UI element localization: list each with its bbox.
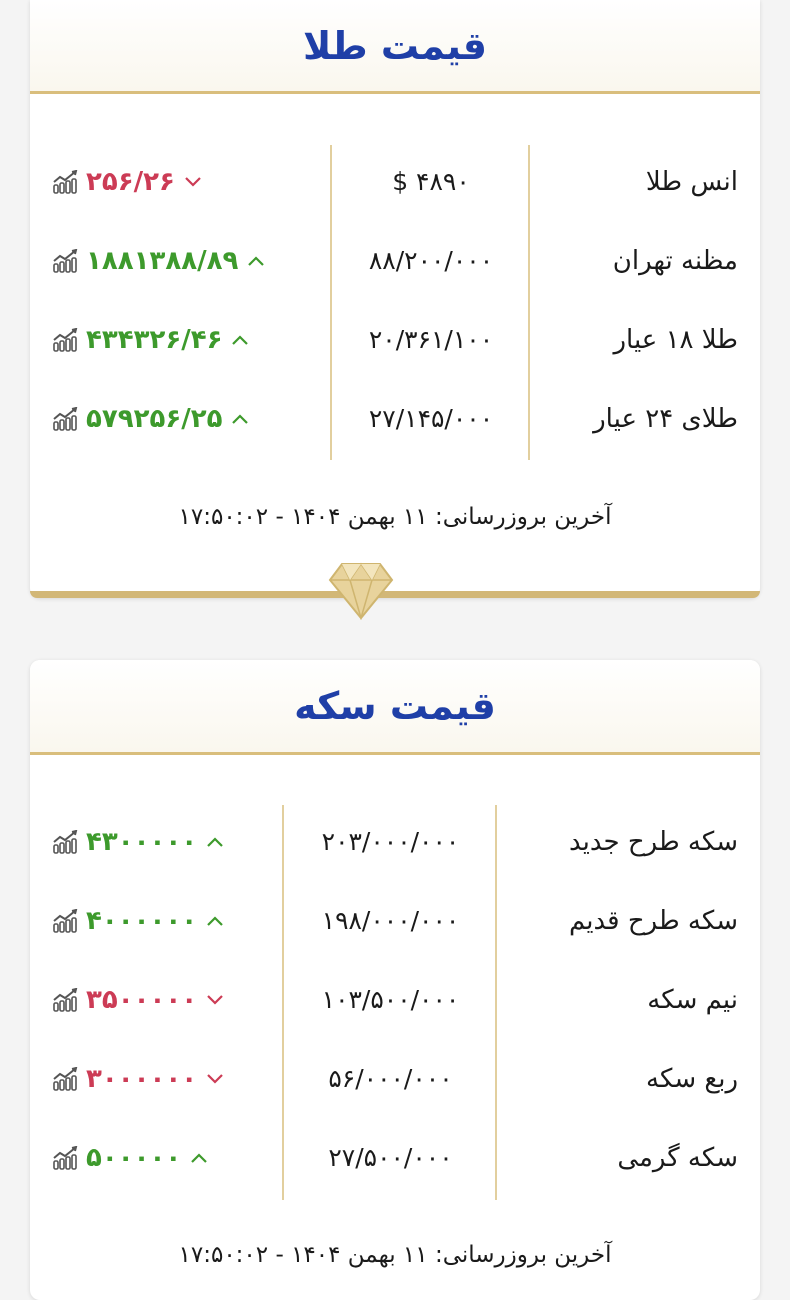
bar-chart-icon[interactable] xyxy=(52,249,78,273)
diamond-icon xyxy=(328,560,394,620)
chevron-up-icon xyxy=(230,333,250,347)
card-bottom-bar xyxy=(30,591,760,598)
item-name: مظنه تهران xyxy=(612,246,738,276)
price-change xyxy=(52,1054,225,1104)
gold-row[interactable] xyxy=(30,315,760,365)
item-name: نیم سکه xyxy=(647,985,738,1015)
item-price: ۵۶/۰۰۰/۰۰۰ xyxy=(328,1064,453,1093)
item-name: سکه گرمی xyxy=(617,1143,738,1173)
price-change xyxy=(52,975,225,1025)
price-change xyxy=(52,896,225,946)
chevron-up-icon xyxy=(246,254,266,268)
coin-card-header xyxy=(30,660,760,755)
coin-price-card xyxy=(30,660,760,1300)
bar-chart-icon[interactable] xyxy=(52,988,78,1012)
price-change xyxy=(52,394,250,444)
chevron-up-icon xyxy=(205,914,225,928)
item-name: طلای ۲۴ عیار xyxy=(593,404,738,434)
bar-chart-icon[interactable] xyxy=(52,1146,78,1170)
change-value: ۱۸۸۱۳۸۸/۸۹ xyxy=(86,246,239,276)
item-price: ۲۰۳/۰۰۰/۰۰۰ xyxy=(321,827,460,856)
change-value: ۴۰۰۰۰۰۰ xyxy=(86,906,198,936)
chevron-down-icon xyxy=(183,175,203,189)
price-change xyxy=(52,1133,209,1183)
item-price: ۸۸/۲۰۰/۰۰۰ xyxy=(368,246,494,275)
price-change xyxy=(52,817,225,867)
change-value: ۴۳۴۳۲۶/۴۶ xyxy=(86,325,223,355)
item-price: ۱۹۸/۰۰۰/۰۰۰ xyxy=(321,906,460,935)
last-updated-text: آخرین بروزرسانی: ۱۱ بهمن ۱۴۰۴ - ۱۷:۵۰:۰۲ xyxy=(178,1242,612,1268)
change-value: ۵۷۹۲۵۶/۲۵ xyxy=(86,404,223,434)
bar-chart-icon[interactable] xyxy=(52,407,78,431)
coin-row[interactable] xyxy=(30,975,760,1025)
change-value: ۳۵۰۰۰۰۰ xyxy=(86,985,198,1015)
gold-row[interactable] xyxy=(30,236,760,286)
change-value: ۳۰۰۰۰۰۰ xyxy=(86,1064,198,1094)
coin-card-title: قیمت سکه xyxy=(294,684,496,728)
bar-chart-icon[interactable] xyxy=(52,1067,78,1091)
change-value: ۴۳۰۰۰۰۰ xyxy=(86,827,198,857)
chevron-down-icon xyxy=(205,993,225,1007)
change-value: ۲۵۶/۲۶ xyxy=(86,167,175,197)
last-updated-text: آخرین بروزرسانی: ۱۱ بهمن ۱۴۰۴ - ۱۷:۵۰:۰۲ xyxy=(178,504,612,530)
chevron-up-icon xyxy=(205,835,225,849)
coin-row[interactable] xyxy=(30,817,760,867)
item-price: ۲۷/۵۰۰/۰۰۰ xyxy=(328,1143,453,1172)
bar-chart-icon[interactable] xyxy=(52,170,78,194)
bar-chart-icon[interactable] xyxy=(52,830,78,854)
item-price: ۲۷/۱۴۵/۰۰۰ xyxy=(368,404,494,433)
item-name: ربع سکه xyxy=(646,1064,738,1094)
item-name: سکه طرح قدیم xyxy=(568,906,738,936)
gold-row[interactable] xyxy=(30,394,760,444)
item-name: انس طلا xyxy=(645,167,738,197)
gold-price-card xyxy=(30,0,760,598)
chevron-down-icon xyxy=(205,1072,225,1086)
gold-card-title: قیمت طلا xyxy=(303,23,487,68)
gold-card-header xyxy=(30,0,760,94)
item-price: ۲۰/۳۶۱/۱۰۰ xyxy=(368,325,494,354)
chevron-up-icon xyxy=(189,1151,209,1165)
gold-row[interactable] xyxy=(30,157,760,207)
item-name: سکه طرح جدید xyxy=(568,827,738,857)
coin-row[interactable] xyxy=(30,1054,760,1104)
bar-chart-icon[interactable] xyxy=(52,328,78,352)
item-name: طلا ۱۸ عیار xyxy=(613,325,738,355)
chevron-up-icon xyxy=(230,412,250,426)
price-change xyxy=(52,315,250,365)
item-price: ۱۰۳/۵۰۰/۰۰۰ xyxy=(321,985,460,1014)
change-value: ۵۰۰۰۰۰ xyxy=(86,1143,182,1173)
item-price: $ ۴۸۹۰ xyxy=(392,167,470,196)
bar-chart-icon[interactable] xyxy=(52,909,78,933)
coin-row[interactable] xyxy=(30,1133,760,1183)
price-change xyxy=(52,157,203,207)
price-change xyxy=(52,236,266,286)
coin-row[interactable] xyxy=(30,896,760,946)
